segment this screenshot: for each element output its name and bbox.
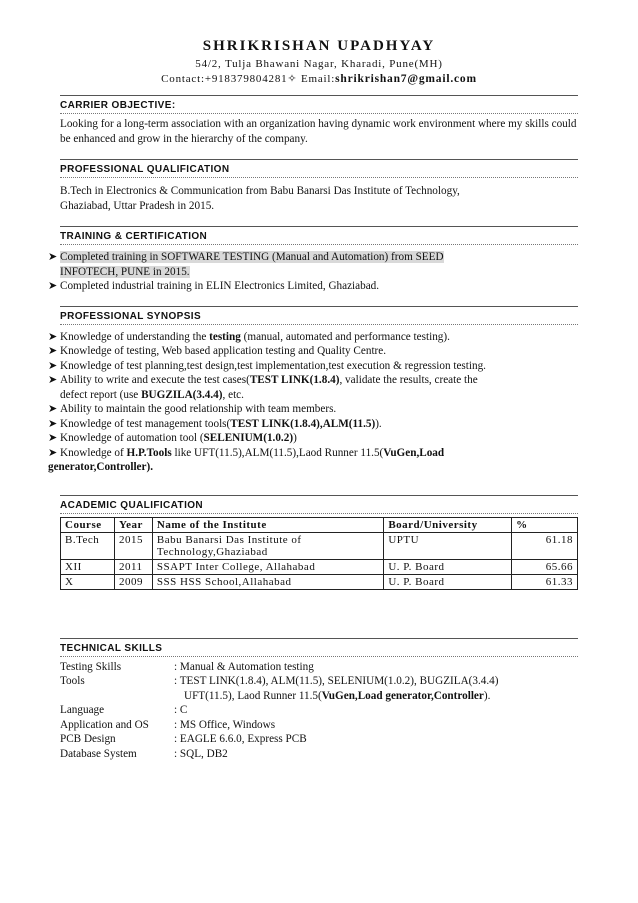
table-cell: SSAPT Inter College, Allahabad [152,559,383,574]
skills-row [60,660,578,675]
training-list [48,245,578,294]
qualification-text [60,178,578,214]
table-cell: Babu Banarsi Das Institute of Technology,Ghaziabad [152,532,383,559]
skills-row [60,718,578,733]
arrow-bullet-icon: ➤ [48,432,58,444]
synopsis-text: defect report (use [60,388,142,401]
synopsis-list [48,325,578,461]
email-link[interactable]: shrikrishan7@gmail.com [335,73,477,85]
qualification-line: B.Tech in Electronics & Communication from Babu Banarsi Das Institute of Technology, [60,185,460,197]
skill-value-bold: VuGen,Load generator,Controller [321,689,484,702]
arrow-bullet-icon: ➤ [48,330,58,343]
candidate-address: 54/2, Tulja Bhawani Nagar, Kharadi, Pune(MH) [195,58,443,70]
academic-table [60,517,578,590]
column-header: Course [61,517,115,532]
synopsis-text: Knowledge of understanding the [60,330,210,343]
synopsis-bold: testing [209,330,241,343]
skill-key: Application and OS [60,718,149,731]
list-item [48,344,578,359]
section-heading: ACADEMIC QUALIFICATION [60,495,578,514]
synopsis-text: Knowledge of test planning,test design,test implementation,test execution & regression testing. [60,359,486,372]
qualification-line: Ghaziabad, Uttar Pradesh in 2015. [60,200,215,212]
arrow-bullet-icon: ➤ [48,374,58,386]
arrow-bullet-icon: ➤ [48,359,58,372]
table-row [61,532,578,559]
arrow-bullet-icon: ➤ [48,251,58,263]
synopsis-text: like UFT(11.5),ALM(11.5),Laod Runner 11.5( [171,446,384,459]
resume-page [48,38,578,761]
table-cell: UPTU [384,532,512,559]
synopsis-bold: BUGZILA(3.4.4) [141,388,223,401]
skill-value-text: ). [483,689,491,702]
table-row [61,574,578,589]
skill-value: : TEST LINK(1.8.4), ALM(11.5), SELENIUM(1.0.2), BUGZILA(3.4.4) [174,675,499,687]
list-item [48,330,578,345]
skill-value: : EAGLE 6.6.0, Express PCB [174,733,307,745]
table-cell: 65.66 [512,559,578,574]
synopsis-section [48,306,578,475]
synopsis-text: , validate the results, create the [339,374,478,386]
resume-header [60,38,578,85]
synopsis-bold: VuGen,Load [383,446,445,459]
skills-row [60,747,578,762]
section-heading: PROFESSIONAL QUALIFICATION [60,159,578,178]
column-header: Name of the Institute [152,517,383,532]
table-cell: XII [61,559,115,574]
table-cell: U. P. Board [384,574,512,589]
skill-value-text: UFT(11.5), Laod Runner 11.5( [184,689,322,702]
training-item-text: INFOTECH, PUNE in 2015. [60,265,190,278]
arrow-bullet-icon: ➤ [48,403,58,415]
contact-text: Contact:+918379804281✧ Email: [161,73,336,85]
list-item [48,373,578,402]
skills-section [60,638,578,762]
synopsis-continuation: generator,Controller). [48,461,154,473]
objective-section [60,95,578,147]
list-item [48,250,578,279]
synopsis-text: Knowledge of automation tool ( [60,432,204,444]
qualification-section [60,159,578,214]
skills-row [60,689,578,704]
arrow-bullet-icon: ➤ [48,417,58,430]
list-item [48,446,578,461]
arrow-bullet-icon: ➤ [48,345,58,357]
arrow-bullet-icon: ➤ [48,446,58,459]
list-item [48,279,578,294]
skill-value: : Manual & Automation testing [174,660,314,673]
list-item [48,359,578,374]
training-item-text: Completed training in SOFTWARE TESTING (Manual and Automation) from SEED [60,251,444,263]
skills-row [60,674,578,689]
table-cell: 2015 [114,532,152,559]
section-heading: PROFESSIONAL SYNOPSIS [60,306,578,325]
table-cell: 2011 [114,559,152,574]
table-cell: X [61,574,115,589]
skill-key-empty [60,689,174,704]
synopsis-text: Knowledge of [60,446,127,459]
table-cell: 61.18 [512,532,578,559]
table-cell: B.Tech [61,532,115,559]
skills-list [60,657,578,762]
list-item [48,402,578,417]
synopsis-text: Ability to maintain the good relationship with team members. [60,403,337,415]
list-item [48,417,578,432]
training-section [48,226,578,294]
candidate-name: SHRIKRISHAN UPADHYAY [202,38,436,54]
section-heading: TRAINING & CERTIFICATION [60,226,578,245]
objective-text: Looking for a long-term association with an organization having dynamic work environment where my skills could be enhanced and grow in the hierarchy of the company. [60,118,577,145]
skill-key: Database System [60,747,137,760]
skills-row [60,703,578,718]
skill-key: Tools [60,675,85,687]
training-item-text: Completed industrial training in ELIN Electronics Limited, Ghaziabad. [60,280,380,292]
table-cell: 2009 [114,574,152,589]
synopsis-text: Ability to write and execute the test cases( [60,374,250,386]
candidate-contact [60,72,578,85]
table-cell: 61.33 [512,574,578,589]
synopsis-text: , etc. [222,388,244,401]
skill-key: Language [60,704,105,716]
table-row [61,559,578,574]
table-header-row [61,517,578,532]
arrow-bullet-icon: ➤ [48,280,58,292]
table-cell: SSS HSS School,Allahabad [152,574,383,589]
synopsis-text: Knowledge of testing, Web based application testing and Quality Centre. [60,345,387,357]
list-item [48,431,578,446]
skill-key: Testing Skills [60,660,122,673]
skill-value: : C [174,704,188,716]
synopsis-text: ). [375,417,382,430]
synopsis-bold: H.P.Tools [126,446,172,459]
skill-value: : SQL, DB2 [174,747,228,760]
synopsis-bold: TEST LINK(1.8.4),ALM(11.5) [230,417,376,430]
column-header: Year [114,517,152,532]
skill-value: : MS Office, Windows [174,718,276,731]
column-header: % [512,517,578,532]
synopsis-text: ) [293,432,297,444]
synopsis-text: Knowledge of test management tools( [60,417,231,430]
section-heading: TECHNICAL SKILLS [60,638,578,657]
synopsis-text: (manual, automated and performance testing). [240,330,450,343]
column-header: Board/University [384,517,512,532]
synopsis-bold: SELENIUM(1.0.2) [203,432,294,444]
skill-key: PCB Design [60,733,116,745]
skills-row [60,732,578,747]
academic-section [60,495,578,590]
synopsis-bold: TEST LINK(1.8.4) [249,374,340,386]
skill-value [174,689,578,704]
section-heading: CARRIER OBJECTIVE: [60,95,578,114]
table-cell: U. P. Board [384,559,512,574]
